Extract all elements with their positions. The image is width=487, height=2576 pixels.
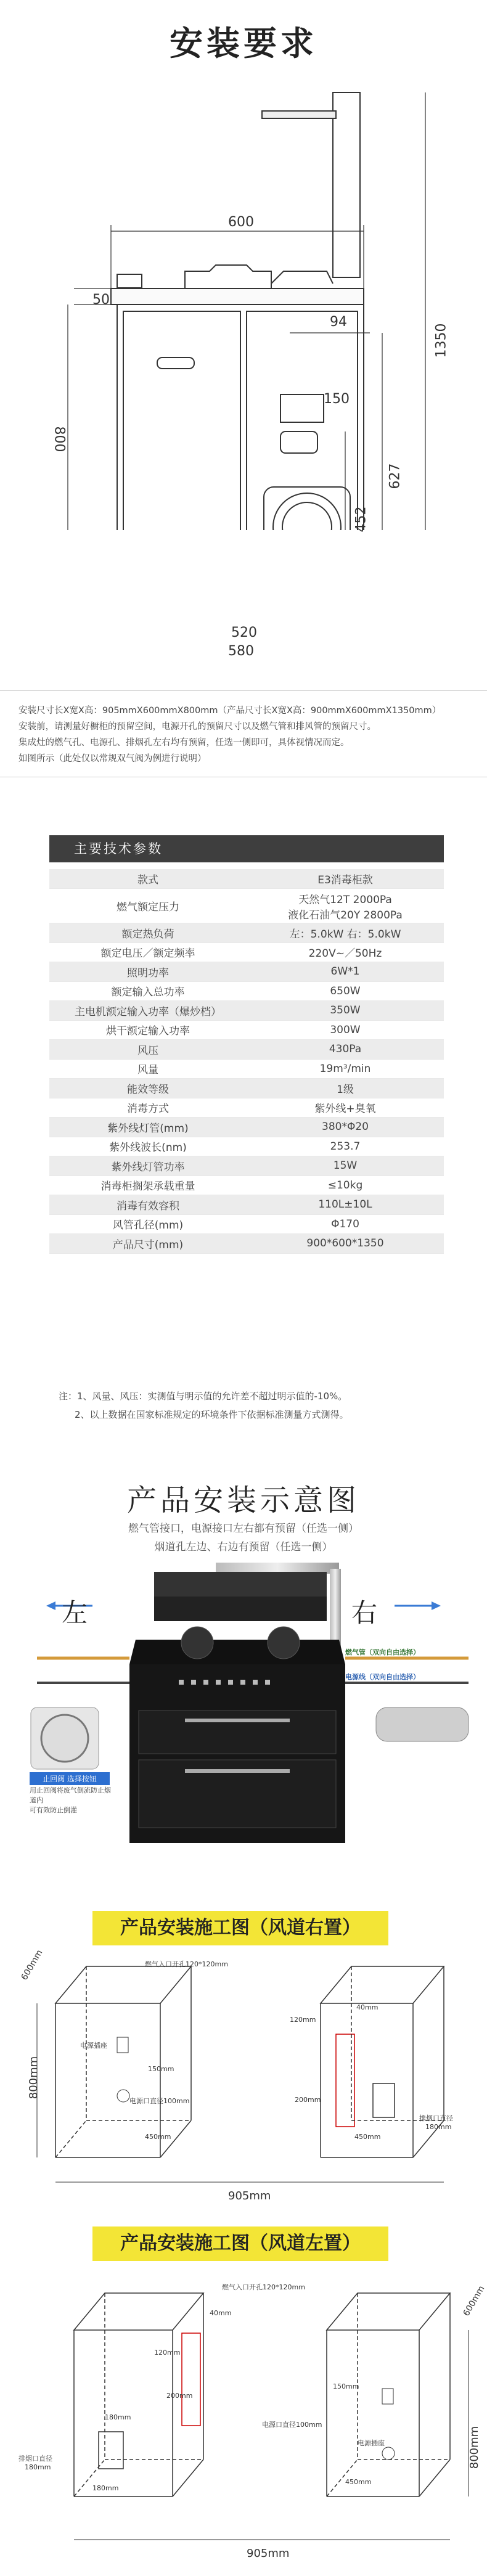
left-power-sock: 电源插座 bbox=[358, 2439, 385, 2447]
spec-value: 15W bbox=[247, 1156, 444, 1176]
spec-value-line: 液化石油气20Y 2800Pa bbox=[288, 909, 403, 922]
left-label: 左 bbox=[62, 1598, 88, 1628]
subtitle-line: 烟道孔左边、右边有预留（任选一侧） bbox=[154, 1541, 333, 1553]
power-label: 电源线（双向自由选择） bbox=[345, 1673, 420, 1681]
note-line: 安装前，请测量好橱柜的预留空间，电源开孔的预留尺寸以及燃气管和排风管的预留尺寸。 bbox=[18, 722, 376, 732]
right-vent-d: 180mm bbox=[425, 2123, 452, 2131]
spec-key: 紫外线灯管(mm) bbox=[49, 1118, 247, 1137]
left-dim-120: 120mm bbox=[154, 2349, 181, 2357]
spec-key: 风量 bbox=[49, 1059, 247, 1079]
left-power-hole: 电源口直径100mm bbox=[262, 2421, 322, 2429]
spec-key: 烘干额定输入功率 bbox=[49, 1020, 247, 1040]
right-dim-40: 40mm bbox=[356, 2003, 379, 2011]
divider bbox=[0, 690, 487, 691]
spec-value: 220V~／50Hz bbox=[247, 942, 444, 962]
diagram-title: 产品安装示意图 bbox=[126, 1483, 360, 1518]
subtitle-line: 燃气管接口，电源接口左右都有预留（任选一侧） bbox=[128, 1523, 359, 1535]
spec-key: 额定热负荷 bbox=[49, 923, 247, 943]
note-line: 2、以上数据在国家标准规定的环境条件下依据标准测量方式测得。 bbox=[75, 1409, 349, 1420]
side-elevation-drawing bbox=[0, 0, 487, 530]
spec-value-line: 天然气12T 2000Pa bbox=[298, 893, 392, 906]
note-line: 如图所示（此处仅以常规双气阀为例进行说明） bbox=[18, 754, 207, 764]
left-plan-title: 产品安装施工图（风道左置） bbox=[92, 2226, 388, 2261]
left-dim-150: 150mm bbox=[333, 2382, 359, 2390]
right-dim-905: 905mm bbox=[228, 2190, 271, 2202]
spec-key: 消毒有效容积 bbox=[49, 1195, 247, 1215]
spec-key: 额定电压／额定频率 bbox=[49, 942, 247, 962]
spec-row bbox=[49, 1156, 444, 1176]
spec-row bbox=[49, 1118, 444, 1137]
spec-value: Φ170 bbox=[247, 1214, 444, 1234]
right-dim-120: 120mm bbox=[290, 2016, 316, 2024]
right-vent-hole: 排烟口直径 bbox=[419, 2114, 453, 2122]
spec-row bbox=[49, 1040, 444, 1060]
spec-row bbox=[49, 1001, 444, 1021]
left-dim-40: 40mm bbox=[210, 2309, 232, 2317]
dim-520: 520 bbox=[231, 625, 257, 640]
gas-label: 燃气管（双向自由选择） bbox=[345, 1648, 420, 1656]
spec-value: 紫外线+臭氧 bbox=[247, 1098, 444, 1118]
spec-key: 紫外线灯管功率 bbox=[49, 1156, 247, 1176]
spec-value: 1级 bbox=[247, 1079, 444, 1098]
spec-key: 风管孔径(mm) bbox=[49, 1214, 247, 1234]
spec-key: 紫外线波长(nm) bbox=[49, 1137, 247, 1156]
valve-desc-line: 用止回阀将废气倒流防止烟道内 bbox=[30, 1786, 111, 1804]
left-dim-800: 800mm bbox=[468, 2426, 481, 2469]
right-dim-200: 200mm bbox=[295, 2096, 321, 2104]
right-power-hole: 电源口直径100mm bbox=[129, 2097, 190, 2105]
right-plan-title: 产品安装施工图（风道右置） bbox=[92, 1911, 388, 1945]
spec-key: 消毒方式 bbox=[49, 1098, 247, 1118]
spec-key: 款式 bbox=[49, 869, 247, 889]
spec-value: 430Pa bbox=[247, 1040, 444, 1060]
dim-800: 800 bbox=[51, 426, 67, 452]
spec-key: 燃气额定压力 bbox=[49, 889, 247, 923]
right-dim-800: 800mm bbox=[27, 2056, 41, 2100]
left-duct-open-label: 燃气入口开孔120*120mm bbox=[222, 2283, 305, 2291]
spec-value: E3消毒柜款 bbox=[247, 869, 444, 889]
note-line: 安装尺寸长X宽X高：905mmX600mmX800mm（产品尺寸长X宽X高：900mmX600mmX1350mm） bbox=[18, 706, 441, 716]
dim-150: 150 bbox=[324, 391, 350, 407]
spec-value: 19m³/min bbox=[247, 1059, 444, 1079]
note-line: 集成灶的燃气孔、电源孔、排烟孔左右均有预留，任选一侧即可，具体视情况而定。 bbox=[18, 738, 350, 748]
dim-94: 94 bbox=[330, 314, 347, 330]
spec-value bbox=[247, 889, 444, 923]
spec-row bbox=[49, 942, 444, 962]
right-plan-drawing bbox=[0, 1954, 487, 2213]
valve-desc-line: 可有效防止倒灌 bbox=[30, 1806, 77, 1814]
diagram-subtitle bbox=[0, 1519, 487, 1556]
left-dim-905: 905mm bbox=[247, 2547, 290, 2560]
spec-value: ≤10kg bbox=[247, 1176, 444, 1195]
spec-row bbox=[49, 1059, 444, 1079]
spec-row bbox=[49, 1137, 444, 1156]
dim-627: 627 bbox=[387, 463, 403, 489]
note-line: 注：1、风量、风压：实测值与明示值的允许差不超过明示值的-10%。 bbox=[59, 1391, 348, 1402]
spec-notes bbox=[59, 1387, 478, 1424]
dim-452: 452 bbox=[353, 506, 369, 533]
spec-row bbox=[49, 1020, 444, 1040]
spec-value: 350W bbox=[247, 1001, 444, 1021]
right-dim-150: 150mm bbox=[148, 2065, 174, 2073]
left-dim-180b: 180mm bbox=[92, 2484, 119, 2492]
spec-value: 左：5.0kW 右：5.0kW bbox=[247, 923, 444, 943]
left-dim-200: 200mm bbox=[166, 2392, 193, 2400]
spec-row bbox=[49, 1195, 444, 1215]
spec-key: 产品尺寸(mm) bbox=[49, 1234, 247, 1254]
left-vent-d: 180mm bbox=[25, 2463, 51, 2471]
spec-key: 照明功率 bbox=[49, 962, 247, 982]
spec-row bbox=[49, 923, 444, 943]
valve-desc bbox=[30, 1786, 116, 1815]
left-plan-drawing bbox=[0, 2275, 487, 2564]
left-dim-450: 450mm bbox=[345, 2478, 372, 2486]
right-dim-600: 600mm bbox=[19, 1948, 45, 1982]
spec-value: 253.7 bbox=[247, 1137, 444, 1156]
spec-value: 300W bbox=[247, 1020, 444, 1040]
install-title: 安装要求 bbox=[170, 24, 317, 63]
left-dim-600: 600mm bbox=[461, 2284, 487, 2318]
right-dim-450b: 450mm bbox=[354, 2133, 381, 2141]
right-power-sock: 电源插座 bbox=[80, 2042, 107, 2050]
spec-row bbox=[49, 869, 444, 889]
dim-1350: 1350 bbox=[433, 323, 449, 358]
spec-row bbox=[49, 1176, 444, 1195]
valve-label: 止回阀 选择按钮 bbox=[30, 1772, 110, 1785]
right-label: 右 bbox=[351, 1598, 378, 1628]
dim-600: 600 bbox=[228, 215, 254, 230]
spec-key: 额定输入总功率 bbox=[49, 981, 247, 1001]
spec-value: 110L±10L bbox=[247, 1195, 444, 1215]
left-vent-hole: 排烟口直径 bbox=[18, 2455, 52, 2463]
spec-value: 380*Φ20 bbox=[247, 1118, 444, 1137]
left-dim-180: 180mm bbox=[105, 2413, 131, 2421]
spec-value: 900*600*1350 bbox=[247, 1234, 444, 1254]
dim-50: 50 bbox=[92, 292, 110, 308]
spec-key: 消毒柜搁架承载重量 bbox=[49, 1176, 247, 1195]
spec-header-bar bbox=[49, 835, 444, 862]
spec-row bbox=[49, 1079, 444, 1098]
right-dim-450: 450mm bbox=[145, 2133, 171, 2141]
spec-value: 6W*1 bbox=[247, 962, 444, 982]
spec-row bbox=[49, 1098, 444, 1118]
spec-row bbox=[49, 981, 444, 1001]
spec-table bbox=[49, 869, 444, 1254]
duct-open-label: 燃气入口开孔120*120mm bbox=[145, 1960, 228, 1968]
spec-value: 650W bbox=[247, 981, 444, 1001]
spec-row bbox=[49, 962, 444, 982]
spec-row bbox=[49, 889, 444, 923]
spec-key: 风压 bbox=[49, 1040, 247, 1060]
dim-580: 580 bbox=[228, 644, 254, 659]
spec-key: 能效等级 bbox=[49, 1079, 247, 1098]
spec-row bbox=[49, 1214, 444, 1234]
spec-row bbox=[49, 1234, 444, 1254]
install-notes bbox=[18, 703, 475, 767]
spec-title: 主要技术参数 bbox=[74, 841, 163, 856]
spec-key: 主电机额定输入功率（爆炒档） bbox=[49, 1001, 247, 1021]
